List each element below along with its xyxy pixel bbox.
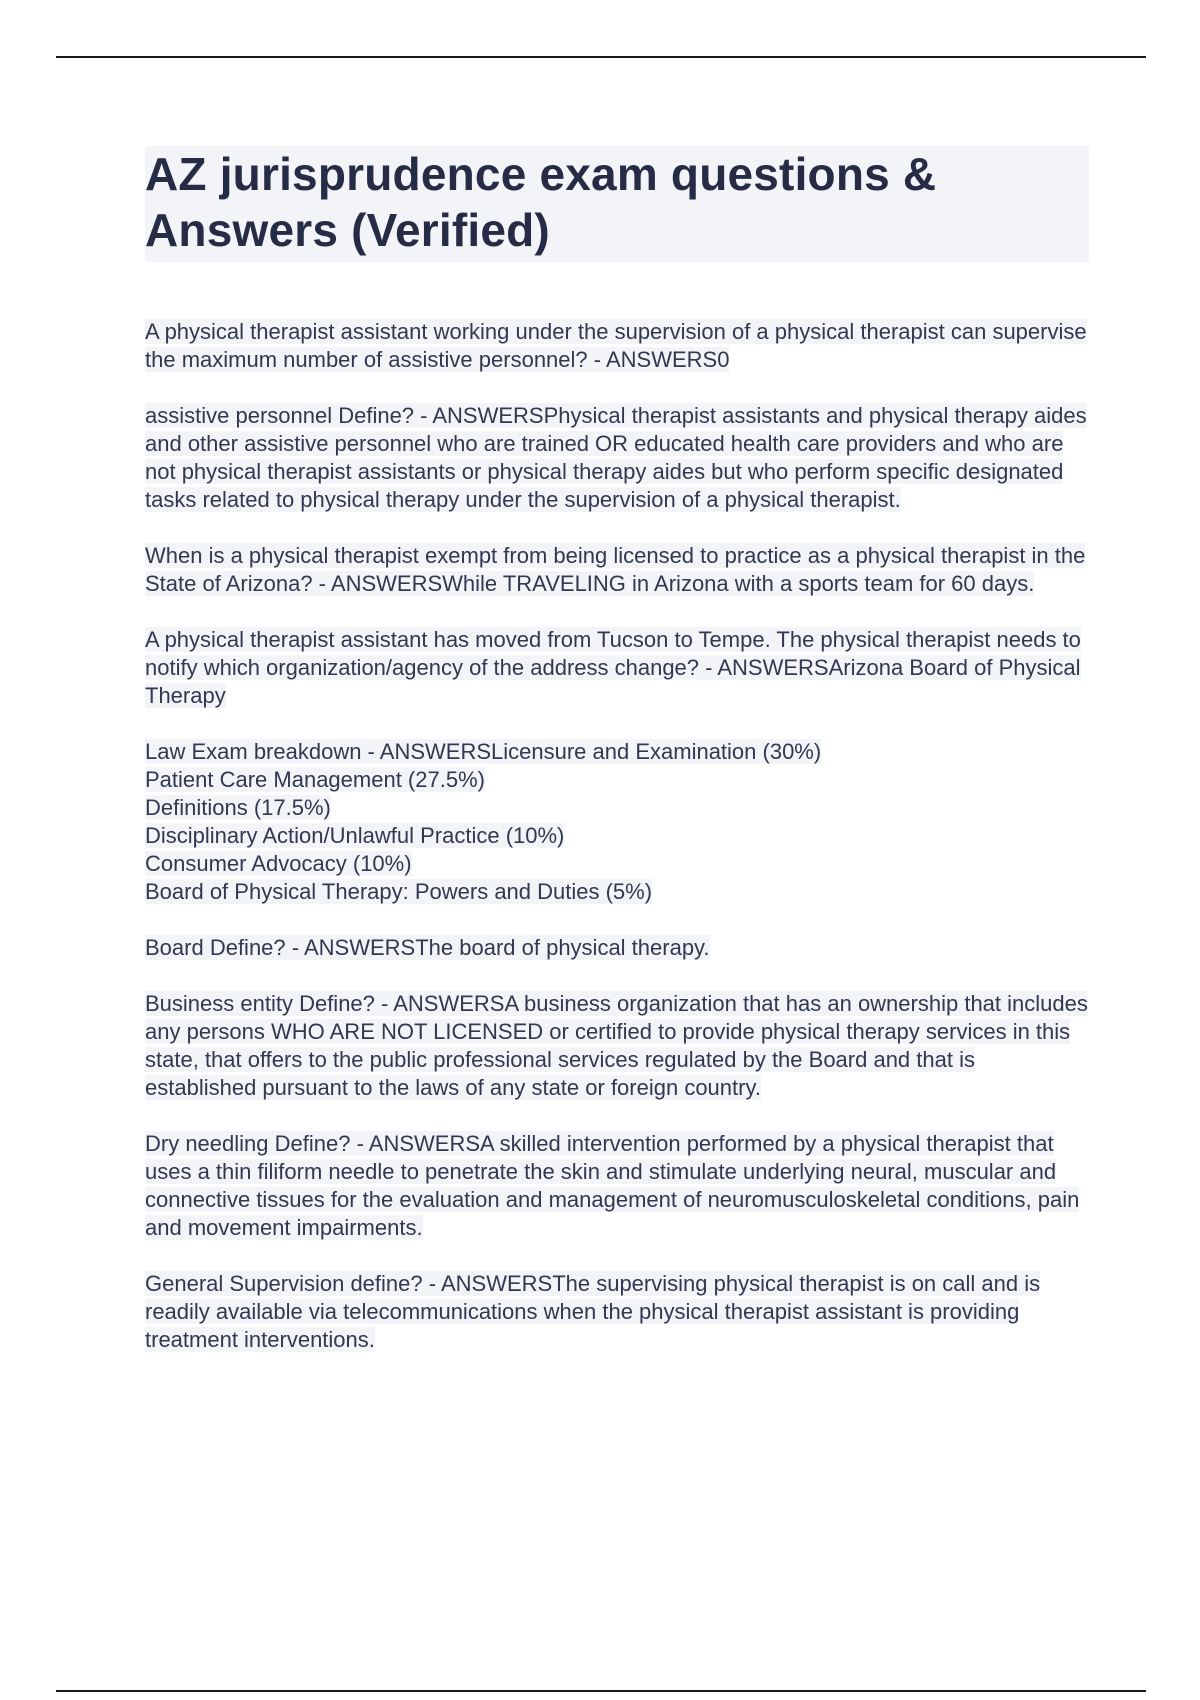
breakdown-line bbox=[145, 878, 1089, 906]
qa-text: A physical therapist assistant working under the supervision of a physical therapist can supervise the maximum number of assistive personnel? - ANSWERS0 bbox=[145, 319, 1087, 372]
qa-text: Business entity Define? - ANSWERSA business organization that has an ownership that includes any persons WHO ARE NOT LICENSED or certified to provide physical therapy services in this state, that offers to the public professional services regulated by the Board and that is established pursuant to the laws of any state or foreign country. bbox=[145, 991, 1088, 1100]
breakdown-line bbox=[145, 850, 1089, 878]
qa-entry bbox=[145, 934, 1089, 962]
breakdown-line bbox=[145, 766, 1089, 794]
breakdown-line bbox=[145, 794, 1089, 822]
qa-text: A physical therapist assistant has moved from Tucson to Tempe. The physical therapist needs to notify which organization/agency of the address change? - ANSWERSArizona Board of Physical Therapy bbox=[145, 627, 1081, 708]
qa-text: When is a physical therapist exempt from being licensed to practice as a physical therapist in the State of Arizona? - ANSWERSWhile TRAVELING in Arizona with a sports team for 60 days. bbox=[145, 543, 1086, 596]
qa-entry bbox=[145, 626, 1089, 710]
qa-text: Dry needling Define? - ANSWERSA skilled intervention performed by a physical therapist that uses a thin filiform needle to penetrate the skin and stimulate underlying neural, muscular and connective tissues for the evaluation and management of neuromusculoskeletal conditions, pain and movement impairments. bbox=[145, 1131, 1080, 1240]
document-body bbox=[145, 146, 1089, 1382]
qa-entry bbox=[145, 402, 1089, 514]
qa-text: assistive personnel Define? - ANSWERSPhysical therapist assistants and physical therapy aides and other assistive personnel who are trained OR educated health care providers and who are not physical therapist assistants or physical therapy aides but who perform specific designated tasks related to physical therapy under the supervision of a physical therapist. bbox=[145, 403, 1087, 512]
qa-entry bbox=[145, 990, 1089, 1102]
qa-entry bbox=[145, 542, 1089, 598]
page-title: AZ jurisprudence exam questions & Answers (Verified) bbox=[145, 148, 937, 256]
qa-entry bbox=[145, 318, 1089, 374]
breakdown-line bbox=[145, 738, 1089, 766]
qa-list bbox=[145, 318, 1089, 1354]
qa-entry bbox=[145, 1270, 1089, 1354]
breakdown-line bbox=[145, 822, 1089, 850]
breakdown-text: Patient Care Management (27.5%) bbox=[145, 767, 485, 792]
breakdown-text: Consumer Advocacy (10%) bbox=[145, 851, 412, 876]
breakdown-text: Definitions (17.5%) bbox=[145, 795, 331, 820]
breakdown-text: Board of Physical Therapy: Powers and Duties (5%) bbox=[145, 879, 653, 904]
qa-text: Board Define? - ANSWERSThe board of physical therapy. bbox=[145, 935, 710, 960]
qa-text: General Supervision define? - ANSWERSThe supervising physical therapist is on call and is readily available via telecommunications when the physical therapist assistant is providing treatment interventions. bbox=[145, 1271, 1041, 1352]
breakdown-text: Disciplinary Action/Unlawful Practice (10%) bbox=[145, 823, 565, 848]
qa-entry bbox=[145, 1130, 1089, 1242]
top-rule bbox=[56, 56, 1146, 58]
title-block bbox=[145, 146, 1089, 262]
bottom-rule bbox=[56, 1690, 1146, 1692]
breakdown-text: Law Exam breakdown - ANSWERSLicensure and Examination (30%) bbox=[145, 739, 822, 764]
law-exam-breakdown bbox=[145, 738, 1089, 906]
